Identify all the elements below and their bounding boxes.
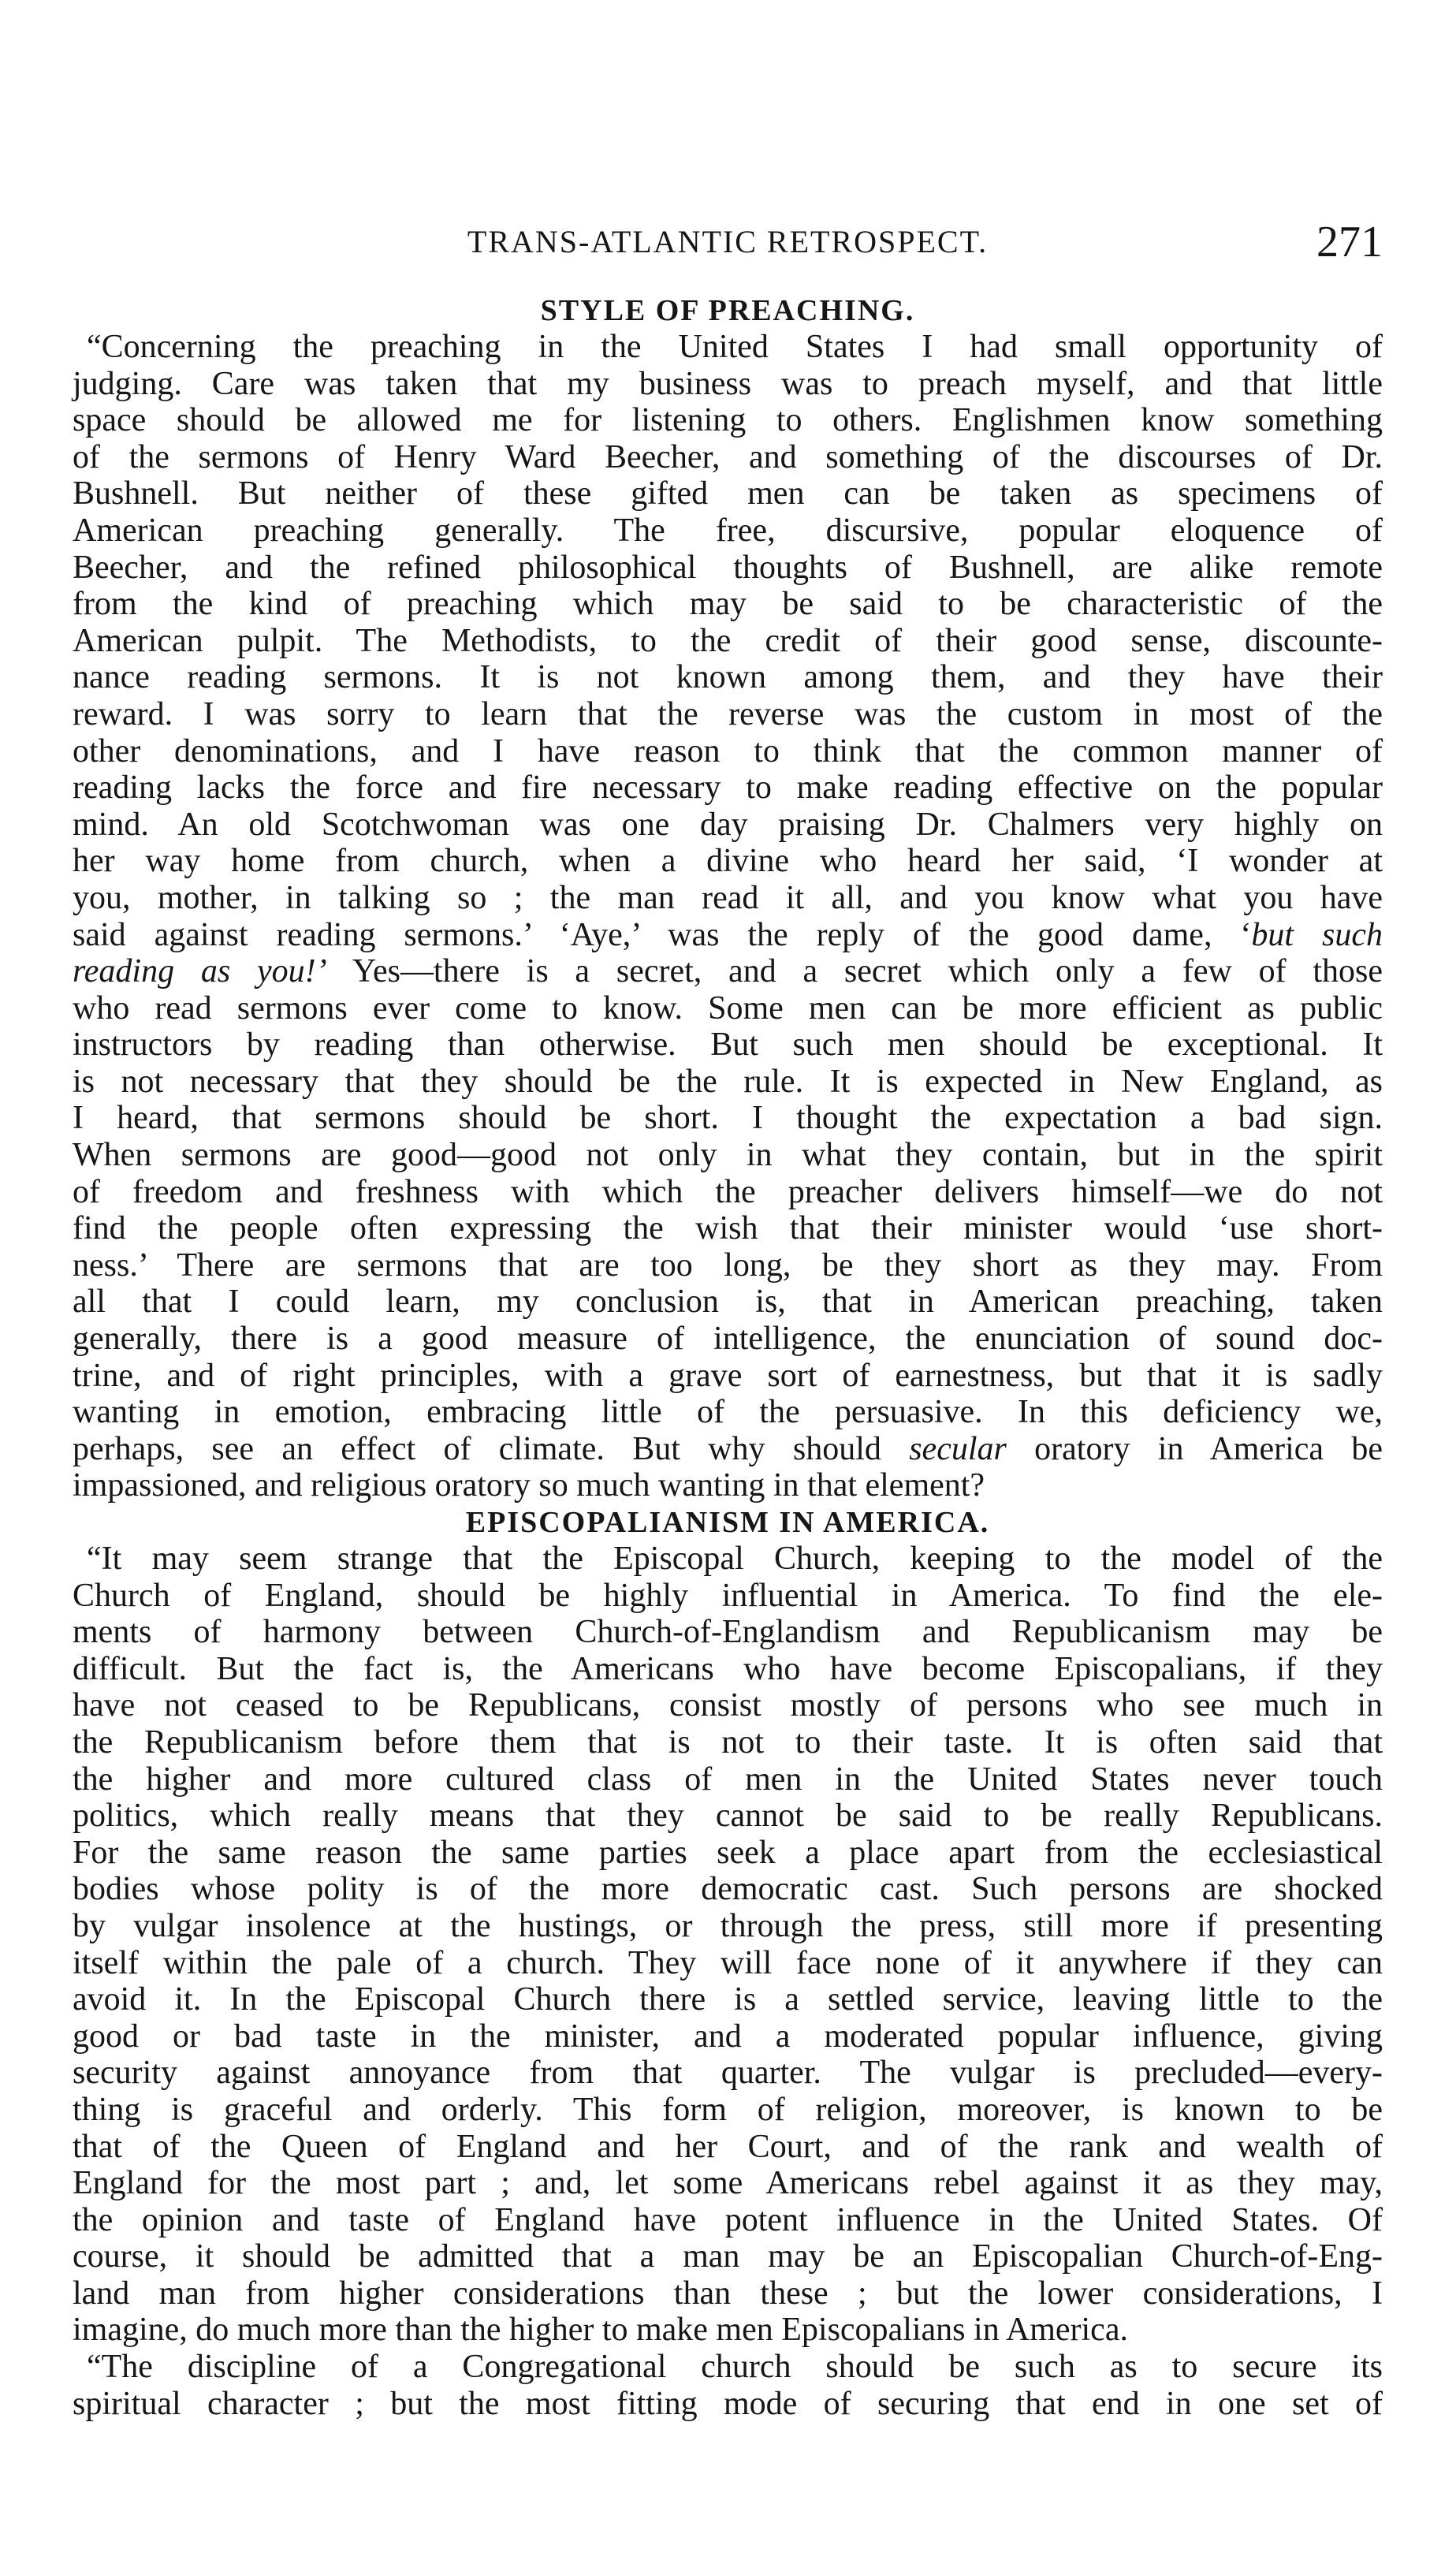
text-line: instructors by reading than otherwise. But such men should be exceptional. It bbox=[73, 1027, 1383, 1064]
text-fragment: Yes—there is a secret, and a secret which only a few of those bbox=[326, 953, 1383, 990]
text-line: For the same reason the same parties seek a place apart from the ecclesiastical bbox=[73, 1834, 1383, 1871]
text-line: you, mother, in talking so ; the man read it all, and you know what you have bbox=[73, 879, 1383, 916]
text-line: from the kind of preaching which may be said to be characteristic of the bbox=[73, 586, 1383, 623]
text-line: I heard, that sermons should be short. I thought the expectation a bad sign. bbox=[73, 1100, 1383, 1137]
text-fragment: perhaps, see an effect of climate. But why should bbox=[73, 1430, 881, 1467]
paragraph-style-of-preaching bbox=[73, 329, 1383, 1504]
text-line: thing is graceful and orderly. This form of religion, moreover, is known to be bbox=[73, 2091, 1383, 2128]
paragraph-episcopalianism bbox=[73, 1541, 1383, 2349]
text-line: “Concerning the preaching in the United States I had small opportunity of bbox=[87, 329, 1383, 365]
text-line: other denominations, and I have reason to think that the common manner of bbox=[73, 732, 1383, 769]
italic-fragment: secular bbox=[909, 1430, 1007, 1467]
text-line: mind. An old Scotchwoman was one day praising Dr. Chalmers very highly on bbox=[73, 806, 1383, 843]
text-line: generally, there is a good measure of intelligence, the enunciation of sound doc- bbox=[73, 1321, 1383, 1358]
text-line: American pulpit. The Methodists, to the credit of their good sense, discounte- bbox=[73, 622, 1383, 659]
text-line: spiritual character ; but the most fitting mode of securing that end in one set of bbox=[73, 2385, 1383, 2422]
section-heading-style-of-preaching: STYLE OF PREACHING. bbox=[540, 294, 915, 327]
text-line: When sermons are good—good not only in what they contain, but in the spirit bbox=[73, 1137, 1383, 1174]
text-line: impassioned, and religious oratory so much wanting in that element? bbox=[73, 1467, 985, 1504]
text-line: judging. Care was taken that my business was to preach myself, and that little bbox=[73, 365, 1383, 402]
text-line: difficult. But the fact is, the Americans who have become Episcopalians, if they bbox=[73, 1650, 1383, 1687]
text-line bbox=[73, 1431, 1383, 1468]
text-line: Bushnell. But neither of these gifted men can be taken as specimens of bbox=[73, 475, 1383, 512]
text-line: find the people often expressing the wish that their minister would ‘use short- bbox=[73, 1210, 1383, 1247]
text-fragment: oratory in America be bbox=[1006, 1430, 1383, 1467]
text-line: Church of England, should be highly influential in America. To find the ele- bbox=[73, 1577, 1383, 1614]
text-line: England for the most part ; and, let some Americans rebel against it as they may, bbox=[73, 2165, 1383, 2202]
running-head bbox=[73, 217, 1383, 264]
text-line: ness.’ There are sermons that are too long, be they short as they may. From bbox=[73, 1246, 1383, 1284]
page-number: 271 bbox=[1316, 218, 1383, 266]
text-line: all that I could learn, my conclusion is, that in American preaching, taken bbox=[73, 1284, 1383, 1321]
text-fragment: said against reading sermons.’ ‘Aye,’ was the reply of the good dame, ‘ bbox=[73, 916, 1252, 953]
text-line: of the sermons of Henry Ward Beecher, and something of the discourses of Dr. bbox=[73, 438, 1383, 475]
text-line: course, it should be admitted that a man may be an Episcopalian Church-of-Eng- bbox=[73, 2238, 1383, 2275]
text-line: Beecher, and the refined philosophical thoughts of Bushnell, are alike remote bbox=[73, 549, 1383, 586]
text-line: trine, and of right principles, with a grave sort of earnestness, but that it is sadly bbox=[73, 1357, 1383, 1394]
text-line: reward. I was sorry to learn that the reverse was the custom in most of the bbox=[73, 695, 1383, 732]
text-line: the Republicanism before them that is not to their taste. It is often said that bbox=[73, 1723, 1383, 1761]
text-line: American preaching generally. The free, discursive, popular eloquence of bbox=[73, 512, 1383, 549]
text-line: good or bad taste in the minister, and a moderated popular influence, giving bbox=[73, 2018, 1383, 2055]
text-line: that of the Queen of England and her Court, and of the rank and wealth of bbox=[73, 2128, 1383, 2165]
text-line bbox=[73, 917, 1383, 954]
text-line: land man from higher considerations than these ; but the lower considerations, I bbox=[73, 2275, 1383, 2312]
text-line: itself within the pale of a church. They will face none of it anywhere if they can bbox=[73, 1944, 1383, 1981]
running-title: TRANS-ATLANTIC RETROSPECT. bbox=[467, 224, 989, 259]
text-line: reading lacks the force and fire necessary to make reading effective on the popular bbox=[73, 769, 1383, 807]
text-line: politics, which really means that they cannot be said to be really Republicans. bbox=[73, 1798, 1383, 1835]
italic-fragment: reading as you!’ bbox=[73, 953, 327, 990]
text-line: imagine, do much more than the higher to make men Episcopalians in America. bbox=[73, 2312, 1128, 2349]
text-line: bodies whose polity is of the more democratic cast. Such persons are shocked bbox=[73, 1871, 1383, 1908]
text-line: nance reading sermons. It is not known among them, and they have their bbox=[73, 659, 1383, 696]
text-line: by vulgar insolence at the hustings, or through the press, still more if presenting bbox=[73, 1907, 1383, 1944]
text-line: ments of harmony between Church-of-Englandism and Republicanism may be bbox=[73, 1614, 1383, 1651]
text-line: space should be allowed me for listening to others. Englishmen know something bbox=[73, 402, 1383, 439]
text-line: avoid it. In the Episcopal Church there is a settled service, leaving little to the bbox=[73, 1981, 1383, 2018]
text-line: security against annoyance from that quarter. The vulgar is precluded—every- bbox=[73, 2055, 1383, 2092]
text-line: her way home from church, when a divine who heard her said, ‘I wonder at bbox=[73, 843, 1383, 880]
book-page bbox=[73, 217, 1383, 2422]
text-line: the higher and more cultured class of men in the United States never touch bbox=[73, 1761, 1383, 1798]
paragraph-congregational-discipline bbox=[73, 2349, 1383, 2422]
text-line bbox=[73, 953, 1383, 990]
text-line: the opinion and taste of England have potent influence in the United States. Of bbox=[73, 2201, 1383, 2238]
text-line: who read sermons ever come to know. Some men can be more efficient as public bbox=[73, 989, 1383, 1027]
text-line: “It may seem strange that the Episcopal Church, keeping to the model of the bbox=[87, 1541, 1383, 1577]
text-line: is not necessary that they should be the rule. It is expected in New England, as bbox=[73, 1063, 1383, 1100]
text-line: “The discipline of a Congregational church should be such as to secure its bbox=[87, 2349, 1383, 2386]
text-line: of freedom and freshness with which the preacher delivers himself—we do not bbox=[73, 1173, 1383, 1210]
text-line: have not ceased to be Republicans, consist mostly of persons who see much in bbox=[73, 1687, 1383, 1724]
italic-fragment: but such bbox=[1251, 916, 1383, 953]
text-line: wanting in emotion, embracing little of the persuasive. In this deficiency we, bbox=[73, 1394, 1383, 1431]
section-heading-episcopalianism: EPISCOPALIANISM IN AMERICA. bbox=[465, 1506, 990, 1539]
